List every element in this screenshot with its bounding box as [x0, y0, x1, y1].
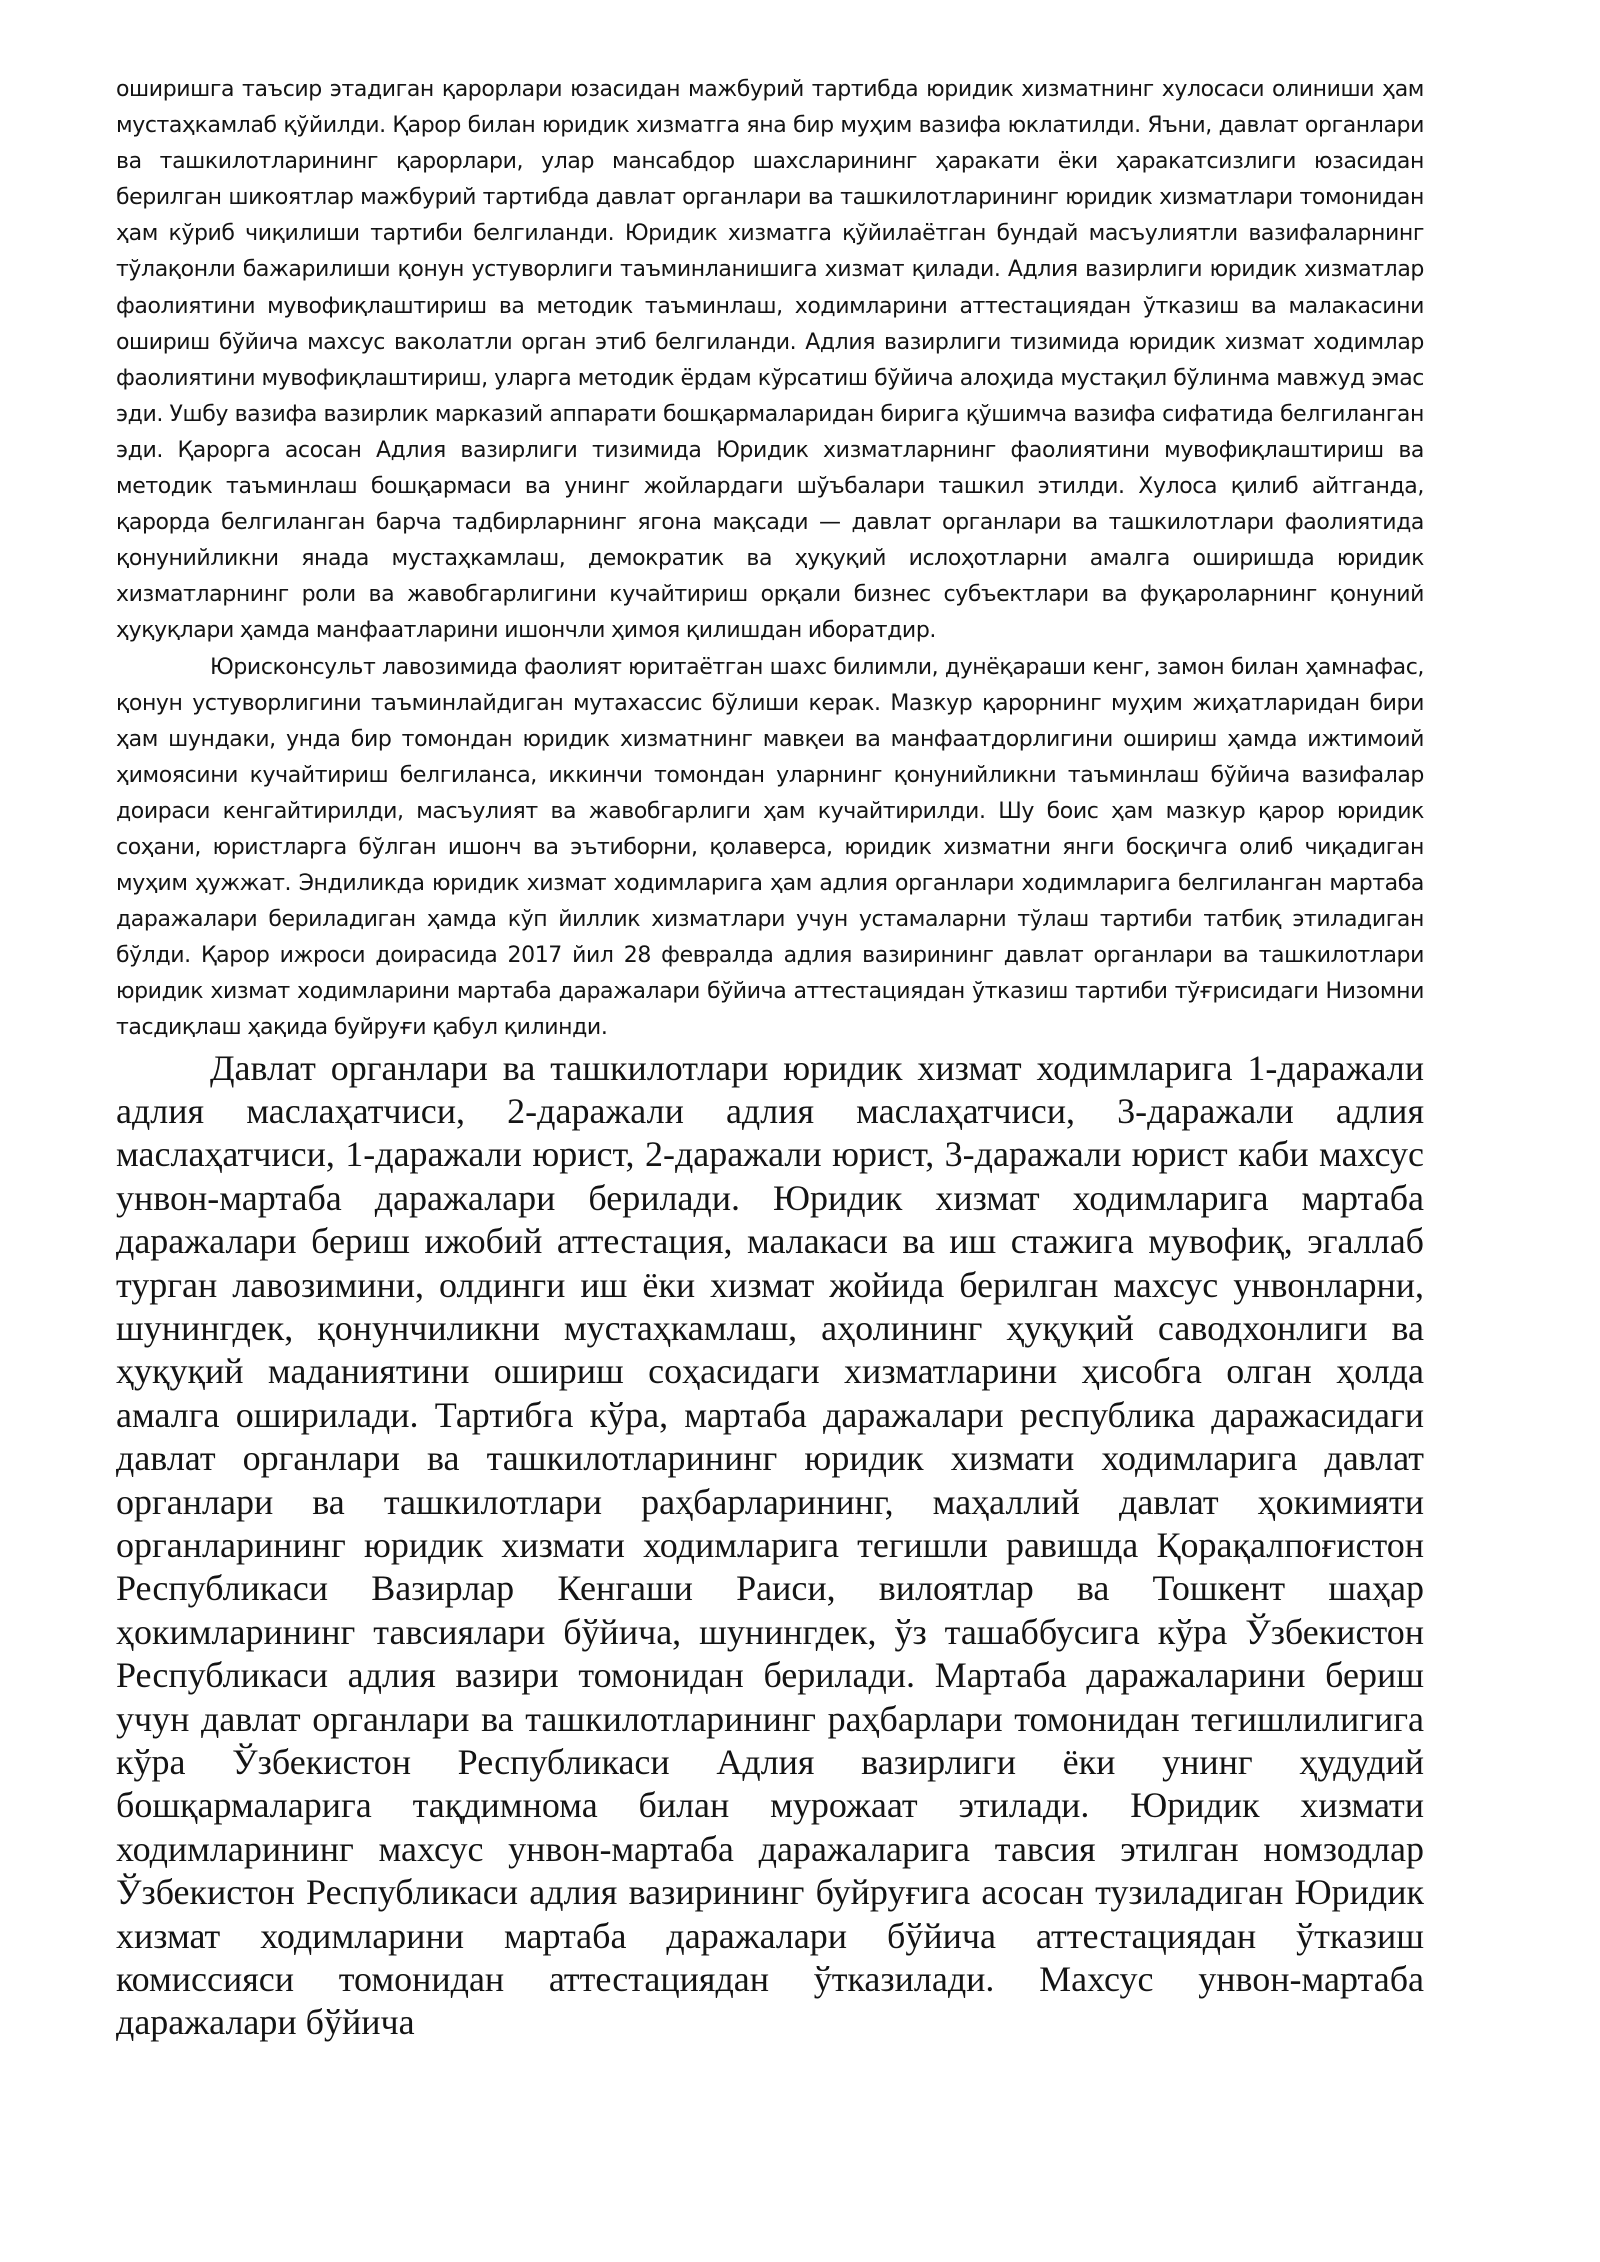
paragraph-continuation: оширишга таъсир этадиган қарорлари юзасидан мажбурий тартибда юридик хизматнинг хулосаси олиниши ҳам мустаҳкамлаб қўйилди. Қарор билан юридик хизматга яна бир муҳим вазифа юклатилди. Яъни, давлат органлари ва ташкилотларининг қарорлари, улар мансабдор шахсларининг ҳаракати ёки ҳаракатсизлиги юзасидан берилган шикоятлар мажбурий тартибда давлат органлари ва ташкилотларининг юридик хизматлари томонидан ҳам кўриб чиқилиши тартиби белгиланди. Юридик хизматга қўйилаётган бундай масъулиятли вазифаларнинг тўлақонли бажарилиши қонун устуворлиги таъминланишига хизмат қилади. Адлия вазирлиги юридик хизматлар фаолиятини мувофиқлаштириш ва методик таъминлаш, ходимларини аттестациядан ўтказиш ва малакасини ошириш бўйича махсус ваколатли орган этиб белгиланди. Адлия вазирлиги тизимида юридик хизмат ходимлар фаолиятини мувофиқлаштириш, уларга методик ёрдам кўрсатиш бўйича алоҳида мустақил бўлинма мавжуд эмас эди. Ушбу вазифа вазирлик марказий аппарати бошқармаларидан бирига қўшимча вазифа сифатида белгиланган эди. Қарорга асосан Адлия вазирлиги тизимида Юридик хизматларнинг фаолиятини мувофиқлаштириш ва методик таъминлаш бошқармаси ва унинг жойлардаги шўъбалари ташкил этилди. Хулоса қилиб айтганда, қарорда белгиланган барча тадбирларнинг ягона мақсади — давлат органлари ва ташкилотлари фаолиятида қонунийликни янада мустаҳкамлаш, демократик ва ҳуқуқий ислоҳотларни амалга оширишда юридик хизматларнинг роли ва жавобгарлигини кучайтириш орқали бизнес субъектлари ва фуқароларнинг қонуний ҳуқуқлари ҳамда манфаатларини ишончли ҳимоя қилишдан иборатдир.	[116, 77, 1424, 644]
paragraph-jurisconsult: Юрисконсульт лавозимида фаолият юритаётган шахс билимли, дунёқараши кенг, замон билан ҳамнафас, қонун устуворлигини таъминлайдиган мутахассис бўлиши керак. Мазкур қарорнинг муҳим жиҳатларидан бири ҳам шундаки, унда бир томондан юридик хизматнинг мавқеи ва манфаатдорлигини ошириш ҳамда ижтимоий ҳимоясини кучайтириш белгиланса, иккинчи томондан уларнинг қонунийликни таъминлаш бўйича вазифалар доираси кенгайтирилди, масъулият ва жавобгарлиги ҳам кучайтирилди. Шу боис ҳам мазкур қарор юридик соҳани, юристларга бўлган ишонч ва эътиборни, қолаверса, юридик хизматни янги босқичга олиб чиқадиган муҳим ҳужжат. Эндиликда юридик хизмат ходимларига ҳам адлия органлари ходимларига белгиланган мартаба даражалари бериладиган ҳамда кўп йиллик хизматлари учун устамаларни тўлаш тартиби татбиқ этиладиган бўлди. Қарор ижроси доирасида 2017 йил 28 февралда адлия вазирининг давлат органлари ва ташкилотлари юридик хизмат ходимларини мартаба даражалари бўйича аттестациядан ўтказиш тартиби тўғрисидаги Низомни тасдиқлаш ҳақида буйруғи қабул қилинди.	[116, 654, 1424, 1041]
paragraph-ranks: Давлат органлари ва ташкилотлари юридик хизмат ходимларига 1-даражали адлия маслаҳатчиси, 2-даражали адлия маслаҳатчиси, 3-даражали адлия маслаҳатчиси, 1-даражали юрист, 2-даражали юрист, 3-даражали юрист каби махсус унвон-мартаба даражалари берилади. Юридик хизмат ходимларига мартаба даражалари бериш ижобий аттестация, малакаси ва иш стажига мувофиқ, эгаллаб турган лавозимини, олдинги иш ёки хизмат жойида берилган махсус унвонларни, шунингдек, қонунчиликни мустаҳкамлаш, аҳолининг ҳуқуқий саводхонлиги ва ҳуқуқий маданиятини ошириш соҳасидаги хизматларини ҳисобга олган ҳолда амалга оширилади. Тартибга кўра, мартаба даражалари республика даражасидаги давлат органлари ва ташкилотларининг юридик хизмати ходимларига давлат органлари ва ташкилотлари раҳбарларининг, маҳаллий давлат ҳокимияти органларининг юридик хизмати ходимларига тегишли равишда Қорақалпоғистон Республикаси Вазирлар Кенгаши Раиси, вилоятлар ва Тошкент шаҳар ҳокимларининг тавсиялари бўйича, шунингдек, ўз ташаббусига кўра Ўзбекистон Республикаси адлия вазири томонидан берилади. Мартаба даражаларини бериш учун давлат органлари ва ташкилотларининг раҳбарлари томонидан тегишлилигига кўра Ўзбекистон Республикаси Адлия вазирлиги ёки унинг ҳудудий бошқармаларига тақдимнома билан мурожаат этилади. Юридик хизмати ходимларининг махсус унвон-мартаба даражаларига тавсия этилган номзодлар Ўзбекистон Республикаси адлия вазирининг буйруғига асосан тузиладиган Юридик хизмат ходимларини мартаба даражалари бўйича аттестациядан ўтказиш комиссияси томонидан аттестациядан ўтказилади. Махсус унвон-мартаба даражалари бўйича	[116, 1047, 1424, 2043]
